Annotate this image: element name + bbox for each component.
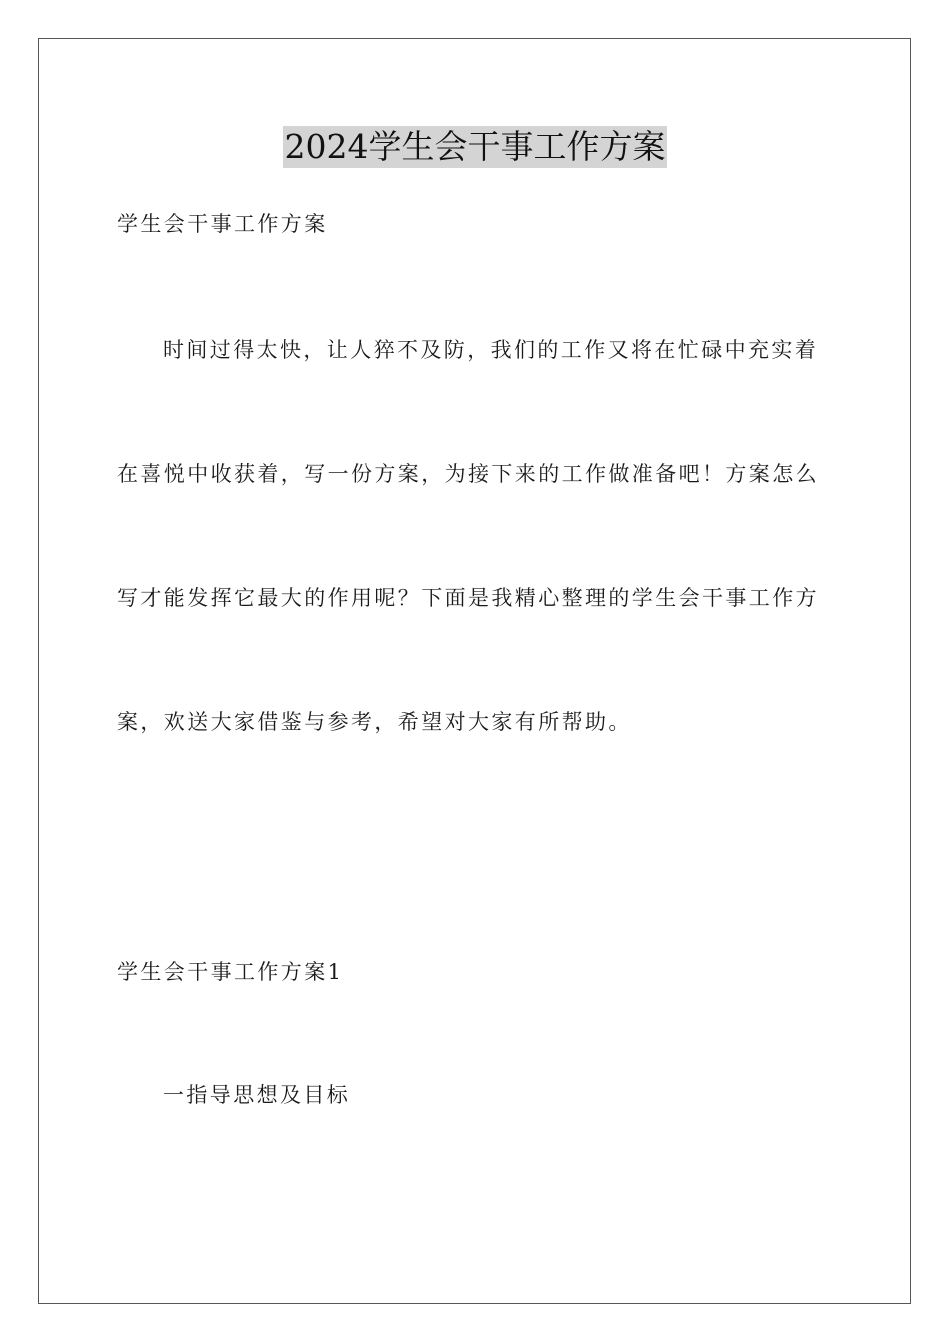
document-title: 2024学生会干事工作方案 [284, 127, 666, 166]
section-heading: 学生会干事工作方案1 [117, 960, 344, 984]
subsection-heading: 一指导思想及目标 [163, 1083, 351, 1107]
intro-line-3: 写才能发挥它最大的作用呢？下面是我精心整理的学生会干事工作方 [117, 586, 819, 610]
intro-line-1: 时间过得太快，让人猝不及防，我们的工作又将在忙碌中充实着 [163, 338, 819, 362]
title-container [0, 126, 950, 168]
document-subtitle: 学生会干事工作方案 [117, 212, 328, 236]
intro-line-2: 在喜悦中收获着，写一份方案，为接下来的工作做准备吧！方案怎么 [117, 462, 819, 486]
intro-line-4: 案，欢送大家借鉴与参考，希望对大家有所帮助。 [117, 710, 632, 734]
